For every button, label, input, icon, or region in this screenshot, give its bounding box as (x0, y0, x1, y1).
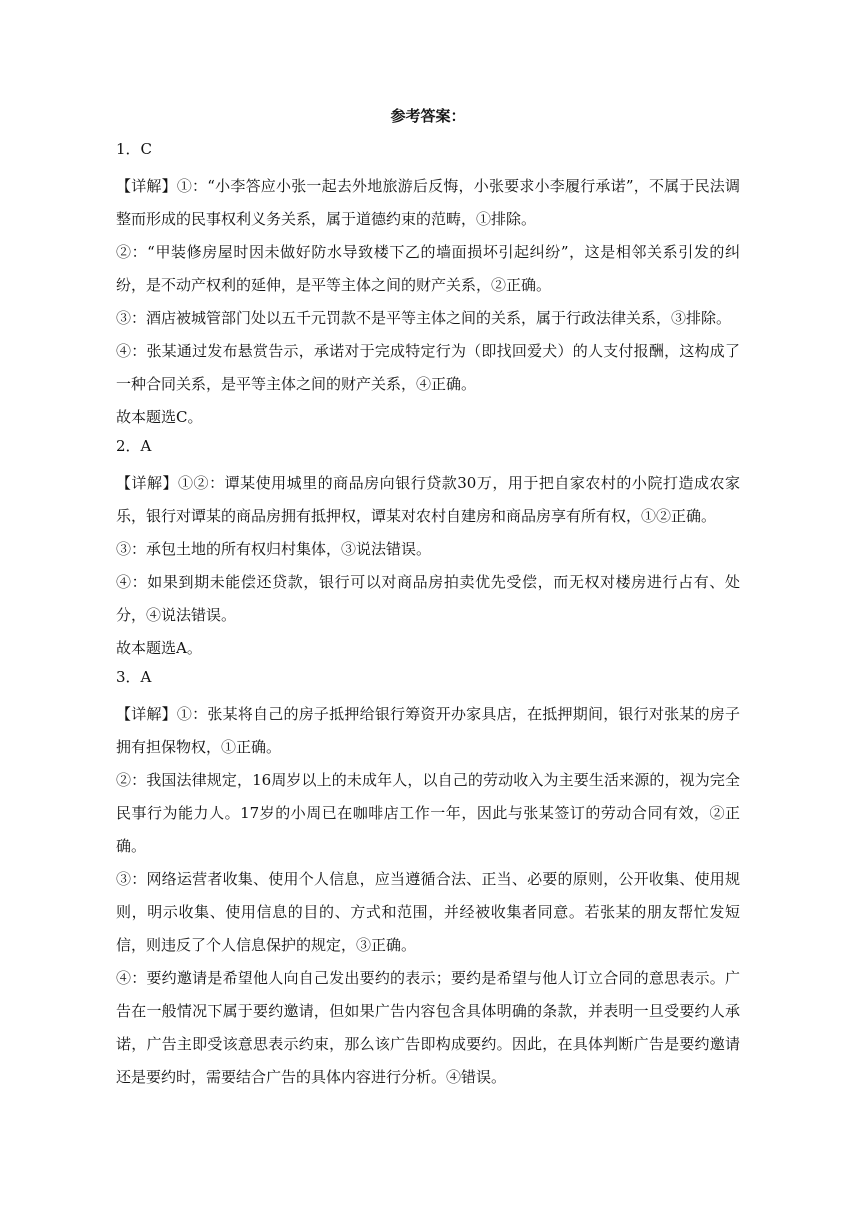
question-number: 1．C (116, 140, 153, 158)
explanation-paragraph: ③：网络运营者收集、使用个人信息，应当遵循合法、正当、必要的原则，公开收集、使用规则，明示收集、使用信息的目的、方式和范围，并经被收集者同意。若张某的朋友帮忙发短信，则违反了个人信息保护的规定，③正确。 (116, 870, 740, 954)
question-number: 2．A (116, 437, 152, 455)
explanation-paragraph: ②：我国法律规定，16周岁以上的未成年人，以自己的劳动收入为主要生活来源的，视为完全民事行为能力人。17岁的小周已在咖啡店工作一年，因此与张某签订的劳动合同有效，②正确。 (116, 771, 740, 855)
page-title: 参考答案： (390, 107, 466, 125)
question-number: 3．A (116, 668, 152, 686)
explanation-paragraph: 【详解】①：张某将自己的房子抵押给银行筹资开办家具店，在抵押期间，银行对张某的房子拥有担保物权，①正确。 (116, 705, 740, 756)
explanation-paragraph: ③：酒店被城管部门处以五千元罚款不是平等主体之间的关系，属于行政法律关系，③排除。 (116, 309, 732, 327)
explanation-paragraph: ③：承包土地的所有权归村集体，③说法错误。 (116, 540, 432, 558)
question-2-block (116, 434, 740, 665)
explanation-paragraph: ④：张某通过发布悬赏告示，承诺对于完成特定行为（即找回爱犬）的人支付报酬，这构成了一种合同关系，是平等主体之间的财产关系，④正确。 (116, 342, 740, 393)
question-3-block (116, 665, 740, 1094)
question-1-block (116, 137, 740, 434)
answer-conclusion: 故本题选C。 (116, 408, 203, 426)
explanation-paragraph: ④：要约邀请是希望他人向自己发出要约的表示；要约是希望与他人订立合同的意思表示。广告在一般情况下属于要约邀请，但如果广告内容包含具体明确的条款，并表明一旦受要约人承诺，广告主即受该意思表示约束，那么该广告即构成要约。因此，在具体判断广告是要约邀请还是要约时，需要结合广告的具体内容进行分析。④错误。 (116, 969, 740, 1086)
explanation-paragraph: 【详解】①②：谭某使用城里的商品房向银行贷款30万，用于把自家农村的小院打造成农家乐，银行对谭某的商品房拥有抵押权，谭某对农村自建房和商品房享有所有权，①②正确。 (116, 474, 740, 525)
explanation-paragraph: ④：如果到期未能偿还贷款，银行可以对商品房拍卖优先受偿，而无权对楼房进行占有、处分，④说法错误。 (116, 573, 740, 624)
explanation-paragraph: 【详解】①：“小李答应小张一起去外地旅游后反悔，小张要求小李履行承诺”，不属于民法调整而形成的民事权利义务关系，属于道德约束的范畴，①排除。 (116, 177, 740, 228)
explanation-paragraph: ②：“甲装修房屋时因未做好防水导致楼下乙的墙面损坏引起纠纷”，这是相邻关系引发的纠纷，是不动产权利的延伸，是平等主体之间的财产关系，②正确。 (116, 243, 740, 294)
answer-content (116, 104, 740, 1094)
answer-conclusion: 故本题选A。 (116, 639, 202, 657)
